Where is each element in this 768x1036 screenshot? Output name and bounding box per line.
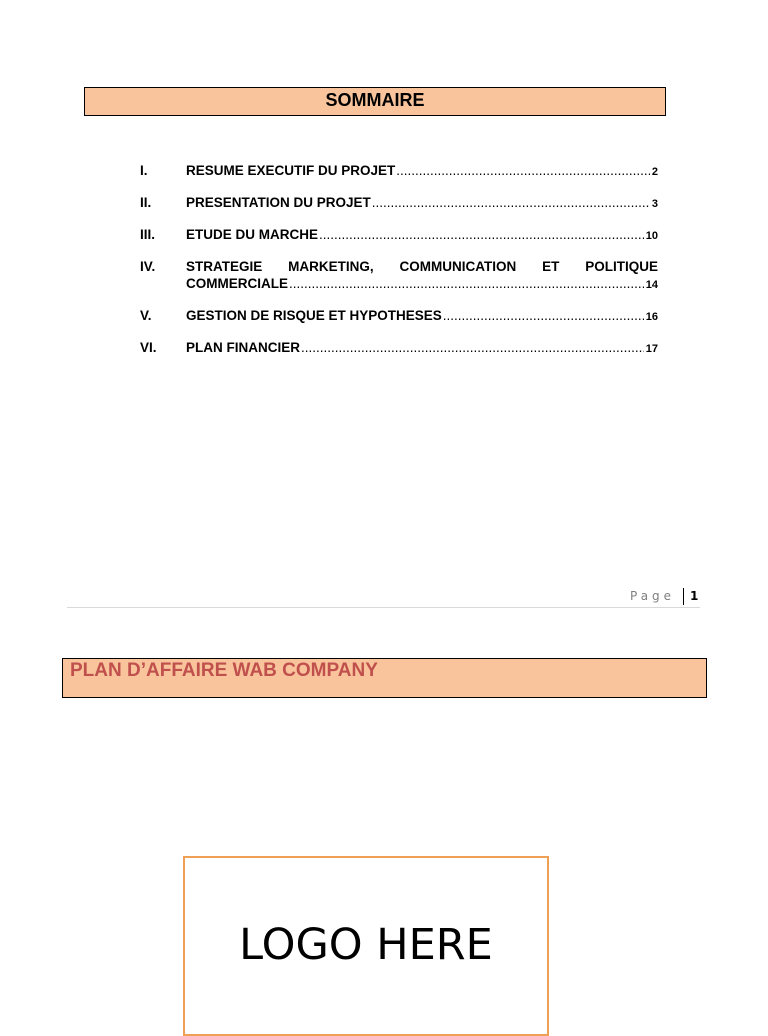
toc-entry-page: 10 [645,230,658,242]
toc-dot-leader [319,226,644,243]
toc-entry[interactable] [140,258,658,294]
toc-entry-number: V. [140,308,152,323]
document-title-box [62,658,707,698]
toc-title-word: MARKETING, [288,259,374,274]
toc-entry-title: PLAN FINANCIER [186,340,300,355]
toc-entry-title: PRESENTATION DU PROJET [186,195,371,210]
toc-dot-leader [443,307,644,324]
toc-entry-number: IV. [140,259,156,274]
logo-placeholder-text: LOGO HERE [239,920,493,970]
toc-entry-title: RESUME EXECUTIF DU PROJET [186,163,396,178]
toc-entry-number: II. [140,195,152,210]
sommaire-heading: SOMMAIRE [325,90,425,110]
toc-entry-title-line2: COMMERCIALE [186,276,288,291]
toc-entry[interactable] [140,194,658,213]
toc-entry-page: 14 [645,279,658,291]
toc-entry-page: 3 [651,198,658,210]
toc-entry[interactable] [140,226,658,245]
toc-entry-page: 2 [651,166,658,178]
toc-entry-number: VI. [140,340,157,355]
toc-entry[interactable] [140,339,658,358]
toc-entry-title: GESTION DE RISQUE ET HYPOTHESES [186,308,442,323]
toc-dot-leader [289,275,644,292]
toc-entry-title-line1 [186,258,658,275]
toc-entry-number: I. [140,163,148,178]
toc-dot-leader [301,339,644,356]
footer-divider [67,607,700,608]
toc-entry[interactable] [140,162,658,181]
toc-entry-title: ETUDE DU MARCHE [186,227,319,242]
footer-separator [683,588,684,605]
toc-title-word: COMMUNICATION [399,259,517,274]
toc-title-word: POLITIQUE [585,259,658,274]
toc-title-word: STRATEGIE [186,259,263,274]
toc-dot-leader [396,162,650,179]
footer-page-label: Page [630,589,676,603]
toc-title-word: ET [542,259,560,274]
toc-entry-page: 16 [645,311,658,323]
document-title: PLAN D’AFFAIRE WAB COMPANY [70,660,378,681]
toc-dot-leader [372,194,650,211]
logo-placeholder-box [183,856,549,1036]
sommaire-heading-box [84,87,666,116]
footer-page-number: 1 [690,589,699,603]
toc-entry-page: 17 [645,343,658,355]
table-of-contents [140,162,658,371]
toc-entry-number: III. [140,227,156,242]
toc-entry[interactable] [140,307,658,326]
